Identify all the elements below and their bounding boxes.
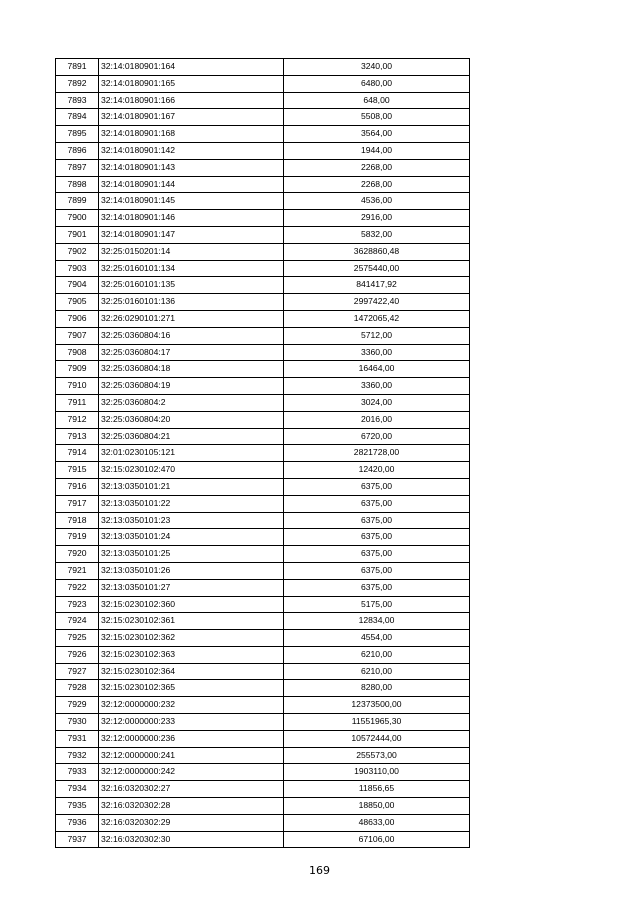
- cadastral-number-cell: 32:15:0230102:360: [99, 596, 284, 613]
- cadastral-number-cell: 32:12:0000000:236: [99, 730, 284, 747]
- table-row: [56, 747, 470, 764]
- table-row: [56, 730, 470, 747]
- cadastral-number-cell: 32:14:0180901:142: [99, 142, 284, 159]
- table-row: [56, 798, 470, 815]
- table-row: [56, 260, 470, 277]
- row-number-cell: 7909: [56, 361, 99, 378]
- table-row: [56, 495, 470, 512]
- row-number-cell: 7919: [56, 529, 99, 546]
- cadastral-number-cell: 32:25:0360804:17: [99, 344, 284, 361]
- cadastral-number-cell: 32:14:0180901:166: [99, 92, 284, 109]
- cadastral-value-cell: 6375,00: [284, 529, 470, 546]
- cadastral-number-cell: 32:16:0320302:27: [99, 781, 284, 798]
- cadastral-number-cell: 32:15:0230102:470: [99, 462, 284, 479]
- cadastral-number-cell: 32:14:0180901:167: [99, 109, 284, 126]
- table-row: [56, 512, 470, 529]
- table-row: [56, 243, 470, 260]
- table-body: [56, 59, 470, 848]
- cadastral-number-cell: 32:14:0180901:143: [99, 159, 284, 176]
- cadastral-value-cell: 12834,00: [284, 613, 470, 630]
- table-row: [56, 714, 470, 731]
- table-row: [56, 697, 470, 714]
- table-row: [56, 411, 470, 428]
- table-row: [56, 142, 470, 159]
- row-number-cell: 7907: [56, 327, 99, 344]
- cadastral-number-cell: 32:15:0230102:363: [99, 646, 284, 663]
- row-number-cell: 7935: [56, 798, 99, 815]
- cadastral-number-cell: 32:16:0320302:29: [99, 814, 284, 831]
- row-number-cell: 7931: [56, 730, 99, 747]
- cadastral-value-cell: 648,00: [284, 92, 470, 109]
- row-number-cell: 7901: [56, 226, 99, 243]
- cadastral-value-cell: 255573,00: [284, 747, 470, 764]
- cadastral-number-cell: 32:12:0000000:242: [99, 764, 284, 781]
- cadastral-value-cell: 8280,00: [284, 680, 470, 697]
- table-row: [56, 680, 470, 697]
- cadastral-value-cell: 67106,00: [284, 831, 470, 848]
- cadastral-number-cell: 32:25:0160101:134: [99, 260, 284, 277]
- row-number-cell: 7900: [56, 210, 99, 227]
- cadastral-number-cell: 32:13:0350101:27: [99, 579, 284, 596]
- table-row: [56, 831, 470, 848]
- cadastral-value-cell: 3360,00: [284, 378, 470, 395]
- cadastral-number-cell: 32:12:0000000:232: [99, 697, 284, 714]
- cadastral-number-cell: 32:25:0150201:14: [99, 243, 284, 260]
- table-row: [56, 59, 470, 76]
- table-row: [56, 109, 470, 126]
- row-number-cell: 7891: [56, 59, 99, 76]
- cadastral-value-cell: 2821728,00: [284, 445, 470, 462]
- cadastral-number-cell: 32:14:0180901:165: [99, 75, 284, 92]
- cadastral-number-cell: 32:13:0350101:24: [99, 529, 284, 546]
- cadastral-value-cell: 5712,00: [284, 327, 470, 344]
- cadastral-value-cell: 1903110,00: [284, 764, 470, 781]
- cadastral-value-cell: 1944,00: [284, 142, 470, 159]
- cadastral-value-cell: 6375,00: [284, 495, 470, 512]
- row-number-cell: 7937: [56, 831, 99, 848]
- cadastral-value-cell: 3564,00: [284, 126, 470, 143]
- cadastral-number-cell: 32:13:0350101:21: [99, 478, 284, 495]
- cadastral-number-cell: 32:13:0350101:23: [99, 512, 284, 529]
- cadastral-number-cell: 32:25:0360804:20: [99, 411, 284, 428]
- table-row: [56, 210, 470, 227]
- table-row: [56, 327, 470, 344]
- cadastral-value-cell: 2268,00: [284, 159, 470, 176]
- table-row: [56, 92, 470, 109]
- cadastral-value-cell: 6375,00: [284, 478, 470, 495]
- row-number-cell: 7899: [56, 193, 99, 210]
- row-number-cell: 7934: [56, 781, 99, 798]
- cadastral-number-cell: 32:26:0290101:271: [99, 310, 284, 327]
- cadastral-number-cell: 32:25:0360804:18: [99, 361, 284, 378]
- cadastral-number-cell: 32:14:0180901:168: [99, 126, 284, 143]
- cadastral-number-cell: 32:15:0230102:362: [99, 630, 284, 647]
- row-number-cell: 7922: [56, 579, 99, 596]
- row-number-cell: 7908: [56, 344, 99, 361]
- cadastral-number-cell: 32:16:0320302:30: [99, 831, 284, 848]
- table-row: [56, 378, 470, 395]
- row-number-cell: 7926: [56, 646, 99, 663]
- cadastral-number-cell: 32:16:0320302:28: [99, 798, 284, 815]
- cadastral-value-cell: 2268,00: [284, 176, 470, 193]
- cadastral-number-cell: 32:25:0360804:2: [99, 394, 284, 411]
- cadastral-value-cell: 3240,00: [284, 59, 470, 76]
- cadastral-value-cell: 6375,00: [284, 512, 470, 529]
- cadastral-value-cell: 2997422,40: [284, 294, 470, 311]
- cadastral-number-cell: 32:25:0160101:136: [99, 294, 284, 311]
- row-number-cell: 7914: [56, 445, 99, 462]
- table-row: [56, 176, 470, 193]
- row-number-cell: 7923: [56, 596, 99, 613]
- cadastral-value-cell: 3024,00: [284, 394, 470, 411]
- cadastral-value-cell: 11856,65: [284, 781, 470, 798]
- row-number-cell: 7902: [56, 243, 99, 260]
- row-number-cell: 7933: [56, 764, 99, 781]
- cadastral-number-cell: 32:25:0160101:135: [99, 277, 284, 294]
- cadastral-number-cell: 32:12:0000000:233: [99, 714, 284, 731]
- cadastral-number-cell: 32:15:0230102:361: [99, 613, 284, 630]
- table-row: [56, 445, 470, 462]
- row-number-cell: 7924: [56, 613, 99, 630]
- cadastral-value-cell: 6375,00: [284, 546, 470, 563]
- cadastral-value-cell: 2916,00: [284, 210, 470, 227]
- row-number-cell: 7906: [56, 310, 99, 327]
- row-number-cell: 7929: [56, 697, 99, 714]
- table-row: [56, 310, 470, 327]
- table-row: [56, 428, 470, 445]
- cadastral-value-cell: 3628860,48: [284, 243, 470, 260]
- table-row: [56, 75, 470, 92]
- cadastral-value-cell: 2016,00: [284, 411, 470, 428]
- cadastral-number-cell: 32:14:0180901:146: [99, 210, 284, 227]
- row-number-cell: 7904: [56, 277, 99, 294]
- cadastral-value-cell: 841417,92: [284, 277, 470, 294]
- table-row: [56, 394, 470, 411]
- table-row: [56, 613, 470, 630]
- table-row: [56, 646, 470, 663]
- row-number-cell: 7911: [56, 394, 99, 411]
- table-row: [56, 344, 470, 361]
- cadastral-value-cell: 6210,00: [284, 663, 470, 680]
- cadastral-number-cell: 32:13:0350101:22: [99, 495, 284, 512]
- cadastral-number-cell: 32:13:0350101:25: [99, 546, 284, 563]
- cadastral-value-cell: 12373500,00: [284, 697, 470, 714]
- cadastral-value-cell: 5175,00: [284, 596, 470, 613]
- cadastral-value-cell: 48633,00: [284, 814, 470, 831]
- cadastral-value-cell: 6210,00: [284, 646, 470, 663]
- table-row: [56, 579, 470, 596]
- row-number-cell: 7915: [56, 462, 99, 479]
- row-number-cell: 7903: [56, 260, 99, 277]
- cadastral-number-cell: 32:14:0180901:145: [99, 193, 284, 210]
- row-number-cell: 7912: [56, 411, 99, 428]
- table-row: [56, 277, 470, 294]
- cadastral-value-cell: 2575440,00: [284, 260, 470, 277]
- row-number-cell: 7928: [56, 680, 99, 697]
- table-row: [56, 781, 470, 798]
- cadastral-number-cell: 32:12:0000000:241: [99, 747, 284, 764]
- cadastral-value-cell: 6480,00: [284, 75, 470, 92]
- cadastral-value-table: [55, 58, 470, 848]
- table-row: [56, 226, 470, 243]
- cadastral-value-cell: 18850,00: [284, 798, 470, 815]
- table-row: [56, 663, 470, 680]
- page-number: 169: [309, 864, 330, 877]
- row-number-cell: 7895: [56, 126, 99, 143]
- cadastral-number-cell: 32:15:0230102:364: [99, 663, 284, 680]
- cadastral-value-cell: 16464,00: [284, 361, 470, 378]
- table-row: [56, 126, 470, 143]
- cadastral-value-cell: 5832,00: [284, 226, 470, 243]
- table-row: [56, 596, 470, 613]
- table-row: [56, 764, 470, 781]
- cadastral-number-cell: 32:14:0180901:147: [99, 226, 284, 243]
- cadastral-number-cell: 32:13:0350101:26: [99, 562, 284, 579]
- cadastral-value-cell: 5508,00: [284, 109, 470, 126]
- row-number-cell: 7921: [56, 562, 99, 579]
- table-row: [56, 562, 470, 579]
- row-number-cell: 7930: [56, 714, 99, 731]
- row-number-cell: 7910: [56, 378, 99, 395]
- row-number-cell: 7913: [56, 428, 99, 445]
- table-row: [56, 546, 470, 563]
- cadastral-value-cell: 6375,00: [284, 562, 470, 579]
- table-row: [56, 294, 470, 311]
- row-number-cell: 7927: [56, 663, 99, 680]
- row-number-cell: 7932: [56, 747, 99, 764]
- table-row: [56, 630, 470, 647]
- row-number-cell: 7917: [56, 495, 99, 512]
- row-number-cell: 7920: [56, 546, 99, 563]
- row-number-cell: 7896: [56, 142, 99, 159]
- row-number-cell: 7936: [56, 814, 99, 831]
- row-number-cell: 7918: [56, 512, 99, 529]
- cadastral-number-cell: 32:25:0360804:19: [99, 378, 284, 395]
- cadastral-value-cell: 1472065,42: [284, 310, 470, 327]
- cadastral-value-cell: 3360,00: [284, 344, 470, 361]
- row-number-cell: 7916: [56, 478, 99, 495]
- row-number-cell: 7898: [56, 176, 99, 193]
- cadastral-value-cell: 4554,00: [284, 630, 470, 647]
- row-number-cell: 7905: [56, 294, 99, 311]
- table-row: [56, 529, 470, 546]
- cadastral-value-cell: 6720,00: [284, 428, 470, 445]
- table-row: [56, 462, 470, 479]
- table-row: [56, 159, 470, 176]
- row-number-cell: 7893: [56, 92, 99, 109]
- table-row: [56, 193, 470, 210]
- cadastral-value-cell: 6375,00: [284, 579, 470, 596]
- cadastral-value-cell: 11551965,30: [284, 714, 470, 731]
- row-number-cell: 7892: [56, 75, 99, 92]
- cadastral-value-cell: 12420,00: [284, 462, 470, 479]
- row-number-cell: 7925: [56, 630, 99, 647]
- cadastral-number-cell: 32:14:0180901:164: [99, 59, 284, 76]
- row-number-cell: 7897: [56, 159, 99, 176]
- cadastral-value-cell: 10572444,00: [284, 730, 470, 747]
- table-row: [56, 361, 470, 378]
- row-number-cell: 7894: [56, 109, 99, 126]
- cadastral-number-cell: 32:15:0230102:365: [99, 680, 284, 697]
- table-row: [56, 814, 470, 831]
- cadastral-number-cell: 32:25:0360804:21: [99, 428, 284, 445]
- cadastral-value-cell: 4536,00: [284, 193, 470, 210]
- cadastral-number-cell: 32:01:0230105:121: [99, 445, 284, 462]
- cadastral-number-cell: 32:14:0180901:144: [99, 176, 284, 193]
- cadastral-number-cell: 32:25:0360804:16: [99, 327, 284, 344]
- table-row: [56, 478, 470, 495]
